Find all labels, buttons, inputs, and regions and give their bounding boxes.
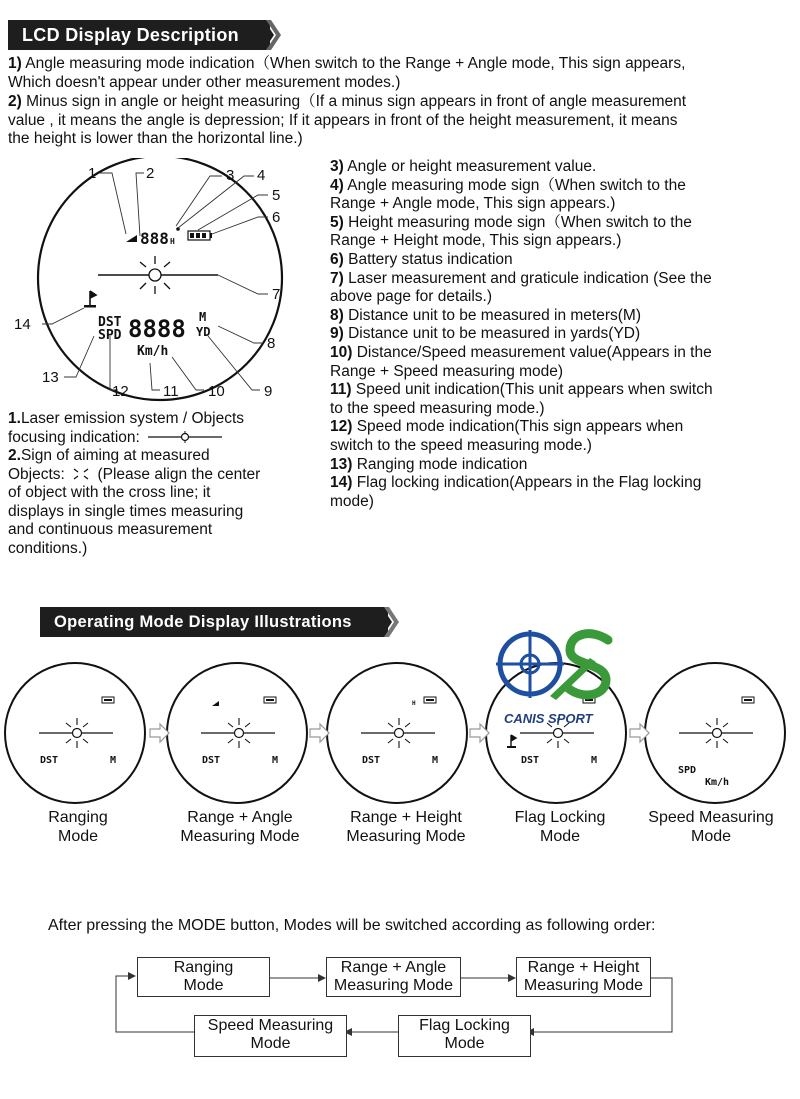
reticle-ray (388, 723, 393, 727)
desc-line: Sign of aiming at measured (20, 447, 210, 464)
dst-label: DST (98, 315, 122, 330)
mode-caption-line: Ranging (48, 809, 108, 826)
reticle-circle (73, 729, 82, 738)
desc-line (330, 363, 795, 382)
desc-line: Minus sign in angle or height measuring（If a minus sign appears in front of angle measurement (26, 93, 687, 110)
unit-yd: YD (196, 325, 211, 339)
desc-line (330, 288, 795, 307)
mode-caption (0, 808, 158, 846)
lcd-diagram (0, 158, 320, 408)
desc-item-1 (8, 55, 798, 92)
desc-line (330, 158, 795, 177)
reticle-ray (564, 739, 569, 743)
callout-label: 13 (42, 369, 59, 386)
mode-caption-line: Range + Angle (187, 809, 293, 826)
unit-m: M (591, 755, 598, 766)
item-number: 13) (330, 455, 353, 473)
desc-line (330, 493, 795, 512)
reticle-ray (66, 739, 71, 743)
callout-label: 6 (272, 209, 281, 226)
callout-label: 9 (264, 383, 273, 400)
item-number: 3) (330, 158, 344, 175)
desc-line (330, 325, 795, 344)
battery-level (266, 699, 274, 701)
desc-text: Range + Speed measuring mode) (330, 362, 564, 380)
desc-line: Objects: (8, 465, 65, 483)
unit-kmh: Km/h (705, 777, 730, 788)
flow-box-range-height (516, 957, 651, 997)
flow-box-label: Ranging (173, 959, 234, 976)
angle-digits: 888 (140, 229, 169, 248)
arrow-right-icon (310, 724, 329, 742)
aim-mark-icon (71, 467, 91, 481)
desc-text: Speed unit indication(This unit appears when switch (355, 381, 713, 399)
item-number: 5) (330, 213, 344, 231)
mode-illustrations (0, 655, 800, 815)
reticle-ray (245, 723, 250, 727)
item-number: 9) (330, 325, 344, 343)
desc-line: value , it means the angle is depression; If it appears in front of the height measurement, it means (8, 111, 678, 129)
reticle-circle (554, 729, 563, 738)
section-title-modes (40, 607, 388, 637)
callout-label: 14 (14, 316, 31, 333)
mode-caption (631, 808, 791, 846)
reticle-circle (395, 729, 404, 738)
callout-label: 1 (88, 165, 97, 182)
dst-label: DST (40, 755, 59, 766)
desc-line: Angle measuring mode indication（When switch to the Range + Angle mode, This sign appears, (25, 55, 686, 72)
desc-text: Laser measurement and graticule indication (See the (348, 269, 712, 287)
spd-label: SPD (678, 765, 697, 776)
flow-box-flag-locking (398, 1015, 531, 1057)
canis-sport-logo (490, 628, 620, 728)
desc-line (330, 232, 795, 251)
flow-box-label: Range + Height (527, 959, 640, 976)
item-number: 4) (330, 176, 344, 194)
unit-m: M (272, 755, 279, 766)
desc-line (330, 344, 795, 363)
flow-box-label: Measuring Mode (523, 977, 644, 994)
callout-label: 3 (226, 167, 235, 184)
item-number: 1. (8, 410, 21, 427)
callout-label: 8 (267, 335, 276, 352)
desc-line (330, 195, 795, 214)
item-number: 1) (8, 55, 22, 72)
desc-line: conditions.) (8, 539, 88, 557)
mode-caption-line: Mode (57, 828, 99, 845)
item-number: 12) (330, 418, 353, 436)
arrow-right-icon (150, 724, 169, 742)
mode-caption-line: Measuring Mode (180, 828, 300, 845)
callout-label: 11 (163, 383, 179, 400)
flow-box-label: Mode (183, 977, 224, 994)
desc-item-2 (8, 93, 798, 149)
desc-line (330, 307, 795, 326)
desc-text: Speed mode indication(This sign appears when (356, 418, 684, 436)
item-number: 2. (8, 447, 21, 464)
mode-caption (480, 808, 640, 846)
reticle-circle (235, 729, 244, 738)
desc-line: Which doesn't appear under other measurement modes.) (8, 73, 401, 91)
reticle-ray (228, 739, 233, 743)
mode-caption-line: Range + Height (350, 809, 462, 826)
chevron-icon (252, 20, 286, 50)
unit-m: M (432, 755, 439, 766)
dst-label: DST (362, 755, 381, 766)
reticle-ray (228, 723, 233, 727)
flow-box-ranging (137, 957, 270, 997)
desc-line (330, 474, 795, 493)
left-note-2 (8, 447, 328, 559)
desc-text: Distance unit to be measured in yards(YD) (348, 325, 641, 343)
angle-icon (212, 701, 219, 706)
desc-line (330, 437, 795, 456)
mode-caption-line: Speed Measuring (648, 809, 774, 826)
callout-label: 2 (146, 165, 155, 182)
item-number: 14) (330, 474, 353, 492)
mode-caption (326, 808, 486, 846)
flag-icon (511, 735, 516, 747)
reticle-ray (405, 739, 410, 743)
desc-text: above page for details.) (330, 288, 492, 306)
height-sign: H (412, 700, 416, 707)
reticle-ray (723, 739, 728, 743)
desc-line (330, 418, 795, 437)
flow-box-label: Range + Angle (340, 959, 447, 976)
left-note-1 (8, 410, 328, 447)
unit-m: M (199, 310, 207, 324)
flow-box-label: Mode (444, 1035, 485, 1052)
callout-label: 4 (257, 167, 266, 184)
desc-line (330, 400, 795, 419)
logo-text: CANIS SPORT (504, 711, 593, 726)
item-number: 10) (330, 343, 353, 361)
distance-digits: 8888 (128, 315, 186, 343)
desc-line (330, 270, 795, 289)
desc-text: to the speed measuring mode.) (330, 399, 545, 417)
desc-text: Angle measuring mode sign（When switch to the (347, 176, 686, 194)
desc-text: Range + Height mode, This sign appears.) (330, 232, 622, 250)
desc-text: switch to the speed measuring mode.) (330, 436, 592, 454)
unit-kmh: Km/h (137, 344, 169, 359)
flow-box-label: Flag Locking (419, 1017, 510, 1034)
reticle-circle (713, 729, 722, 738)
flow-box-label: Mode (250, 1035, 291, 1052)
desc-text: mode) (330, 492, 374, 510)
desc-text: Range + Angle mode, This sign appears.) (330, 195, 616, 213)
reticle-ray (83, 739, 88, 743)
desc-text: Distance unit to be measured in meters(M) (348, 306, 642, 324)
mode-caption-line: Measuring Mode (346, 828, 466, 845)
desc-text: Ranging mode indication (356, 455, 528, 473)
flow-box-label: Speed Measuring (207, 1017, 334, 1034)
mode-caption (160, 808, 320, 846)
item-number: 7) (330, 269, 344, 287)
desc-items-right (330, 158, 795, 511)
desc-line: the height is lower than the horizontal line.) (8, 130, 303, 148)
item-number: 11) (330, 381, 352, 399)
desc-text: Distance/Speed measurement value(Appears in the (356, 343, 712, 361)
flag-base (507, 746, 516, 748)
item-number: 8) (330, 306, 344, 324)
callout-label: 10 (208, 383, 225, 400)
callout-label: 7 (272, 286, 281, 303)
reticle-ray (706, 723, 711, 727)
desc-line (330, 251, 795, 270)
height-sign: H (170, 237, 175, 246)
desc-line (330, 456, 795, 475)
callout-label: 12 (112, 383, 129, 400)
battery-level (744, 699, 752, 701)
section-title-lcd-text: LCD Display Description (22, 25, 239, 45)
flow-box-range-angle (326, 957, 461, 997)
reticle-ray (245, 739, 250, 743)
reticle-ray (83, 723, 88, 727)
mode-order-intro: After pressing the MODE button, Modes will be switched according as following order: (48, 917, 656, 934)
desc-line (330, 381, 795, 400)
desc-text: Angle or height measurement value. (347, 158, 597, 175)
desc-line: of object with the cross line; it (8, 484, 211, 502)
dst-label: DST (521, 755, 540, 766)
desc-line (330, 214, 795, 233)
angle-icon (126, 235, 137, 242)
desc-text: Height measuring mode sign（When switch to the (348, 213, 692, 231)
battery-level (426, 699, 434, 701)
reticle-ray (388, 739, 393, 743)
desc-line: (Please align the center (97, 465, 261, 483)
reticle-ray (547, 739, 552, 743)
section-title-modes-text: Operating Mode Display Illustrations (54, 613, 352, 631)
chevron-icon (370, 607, 404, 637)
desc-line: and continuous measurement (8, 521, 213, 539)
desc-line (330, 177, 795, 196)
desc-line: focusing indication: (8, 428, 140, 446)
spd-label: SPD (98, 328, 122, 343)
reticle-ray (405, 723, 410, 727)
battery-level (104, 699, 112, 701)
desc-line: Laser emission system / Objects (20, 410, 245, 427)
dst-label: DST (202, 755, 221, 766)
callout-label: 5 (272, 187, 281, 204)
flag-icon (90, 291, 96, 306)
desc-text: Battery status indication (348, 250, 513, 268)
mode-caption-line: Flag Locking (514, 809, 606, 826)
unit-m: M (110, 755, 117, 766)
reticle-ray (66, 723, 71, 727)
section-title-lcd (8, 20, 270, 50)
item-number: 6) (330, 250, 344, 268)
mode-caption-line: Mode (539, 828, 581, 845)
desc-line: displays in single times measuring (8, 502, 244, 520)
reticle-ray (706, 739, 711, 743)
flow-box-label: Measuring Mode (333, 977, 454, 994)
focus-indicator-icon (148, 431, 222, 443)
mode-caption-line: Mode (690, 828, 732, 845)
flow-box-speed (194, 1015, 347, 1057)
reticle-ray (723, 723, 728, 727)
item-number: 2) (8, 93, 22, 110)
desc-text: Flag locking indication(Appears in the Flag locking (356, 474, 702, 492)
